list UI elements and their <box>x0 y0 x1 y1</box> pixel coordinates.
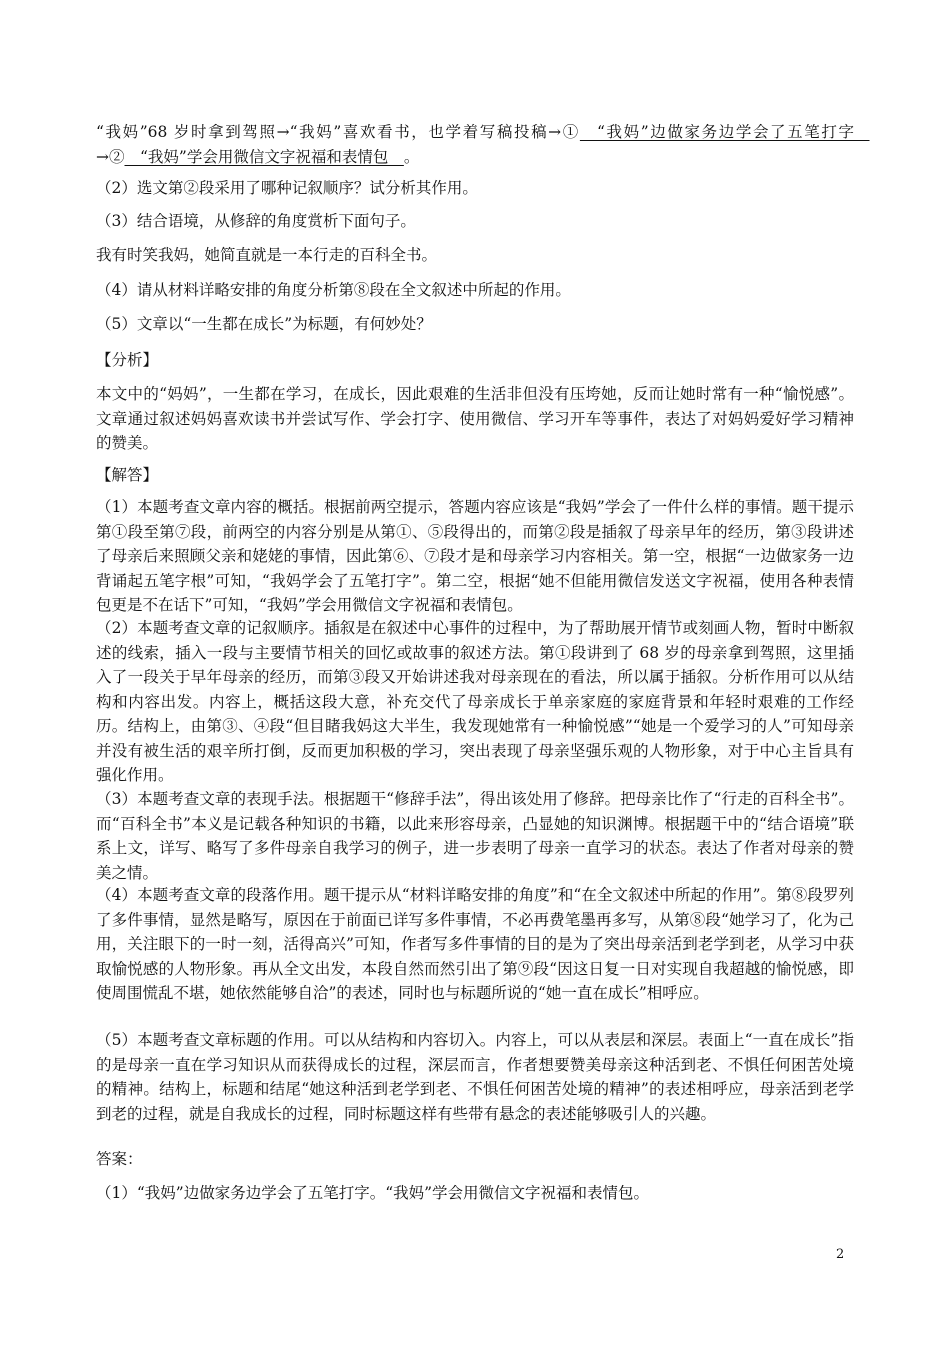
blank-answer-2: “我妈”学会用微信文字祝福和表情包 <box>124 147 404 166</box>
analysis-heading: 【分析】 <box>96 351 159 369</box>
solution-answer-1: （1）本题考查文章内容的概括。根据前两空提示，答题内容应该是“我妈”学会了一件什么样的事情。题干提示第①段至第⑦段，前两空的内容分别是从第①、⑤段得出的，而第②段是插叙了母亲早年的经历，第③段讲述了母亲后来照顾父亲和姥姥的事情，因此第⑥、⑦段才是和母亲学习内容相关。第一空，根据“一边做家务一边背诵起五笔字根”可知，“我妈学会了五笔打字”。第二空，根据“她不但能用微信发送文字祝福，使用各种表情包更是不在话下”可知，“我妈”学会用微信文字祝福和表情包。 <box>96 498 854 614</box>
question-4: （4）请从材料详略安排的角度分析第⑧段在全文叙述中所起的作用。 <box>96 281 571 299</box>
solution-answer-3: （3）本题考查文章的表现手法。根据题干“修辞手法”，得出该处用了修辞。把母亲比作了“行走的百科全书”。而“百科全书”本义是记载各种知识的书籍，以此来形容母亲，凸显她的知识渊博。根据题干中的“结合语境”联系上文，详写、略写了多件母亲自我学习的例子，进一步表明了母亲一直学习的状态。表达了作者对母亲的赞美之情。 <box>96 790 854 882</box>
question-5: （5）文章以“一生都在成长”为标题，有何妙处？ <box>96 315 432 333</box>
analysis-text: 本文中的“妈妈”，一生都在学习，在成长，因此艰难的生活非但没有压垮她，反而让她时常有一种“愉悦感”。文章通过叙述妈妈喜欢读书并尝试写作、学会打字、使用微信、学习开车等事件，表达了对妈妈爱好学习精神的赞美。 <box>96 385 854 452</box>
final-answer-1: （1）“我妈”边做家务边学会了五笔打字。“我妈”学会用微信文字祝福和表情包。 <box>96 1184 650 1202</box>
solution-answer-4: （4）本题考查文章的段落作用。题干提示从“材料详略安排的角度”和“在全文叙述中所起的作用”。第⑧段罗列了多件事情，显然是略写，原因在于前面已详写多件事情，不必再费笔墨再多写，从第⑧段“她学习了，化为己用，关注眼下的一时一刻，活得高兴”可知，作者写多件事情的目的是为了突出母亲活到老学到老，从学习中获取愉悦感的人物形象。再从全文出发，本段自然而然引出了第⑨段“因这日复一日对实现自我超越的愉悦感，即使周围慌乱不堪，她依然能够自洽”的表述，同时也与标题所说的“她一直在成长”相呼应。 <box>96 886 854 1002</box>
flow-prefix: “我妈”68 岁时拿到驾照→“我妈”喜欢看书，也学着写稿投稿→① <box>96 123 580 141</box>
solution-answer-2: （2）本题考查文章的记叙顺序。插叙是在叙述中心事件的过程中，为了帮助展开情节或刻画人物，暂时中断叙述的线索，插入一段与主要情节相关的回忆或故事的叙述方法。第①段讲到了 68 岁的母亲拿到驾照，这里插入了一段关于早年母亲的经历，而第③段又开始讲述我对母亲现在的看法，所以属于插叙。分析作用可以从结构和内容出发。内容上，概括这段大意，补充交代了母亲成长于单亲家庭的家庭背景和年轻时艰难的工作经历。结构上，由第③、④段“但目睹我妈这大半生，我发现她常有一种愉悦感”“她是一个爱学习的人”可知母亲并没有被生活的艰辛所打倒，反而更加积极的学习，突出表现了母亲坚强乐观的人物形象，对于中心主旨具有强化作用。 <box>96 619 854 784</box>
question-2: （2）选文第②段采用了哪种记叙顺序？试分析其作用。 <box>96 179 478 197</box>
solution-heading: 【解答】 <box>96 466 159 484</box>
answer-heading: 答案： <box>96 1150 143 1168</box>
blank-answer-1: “我妈”边做家务边学会了五笔打字 <box>579 123 870 141</box>
flow-end: 。 <box>403 147 420 166</box>
solution-answer-5: （5）本题考查文章标题的作用。可以从结构和内容切入。内容上，可以从表层和深层。表面上“一直在成长”指的是母亲一直在学习知识从而获得成长的过程，深层而言，作者想要赞美母亲这种活到老、不惧任何困苦处境的精神。结构上，标题和结尾“她这种活到老学到老、不惧任何困苦处境的精神”的表述相呼应，母亲活到老学到老的过程，就是自我成长的过程，同时标题这样有些带有悬念的表述能够吸引人的兴趣。 <box>96 1031 854 1123</box>
question-3: （3）结合语境，从修辞的角度赏析下面句子。 <box>96 212 416 230</box>
page-number: 2 <box>836 1247 845 1262</box>
question-1-continuation <box>96 120 870 169</box>
question-3-sentence: 我有时笑我妈，她简直就是一本行走的百科全书。 <box>96 246 438 264</box>
flow-arrow: →② <box>96 147 125 166</box>
